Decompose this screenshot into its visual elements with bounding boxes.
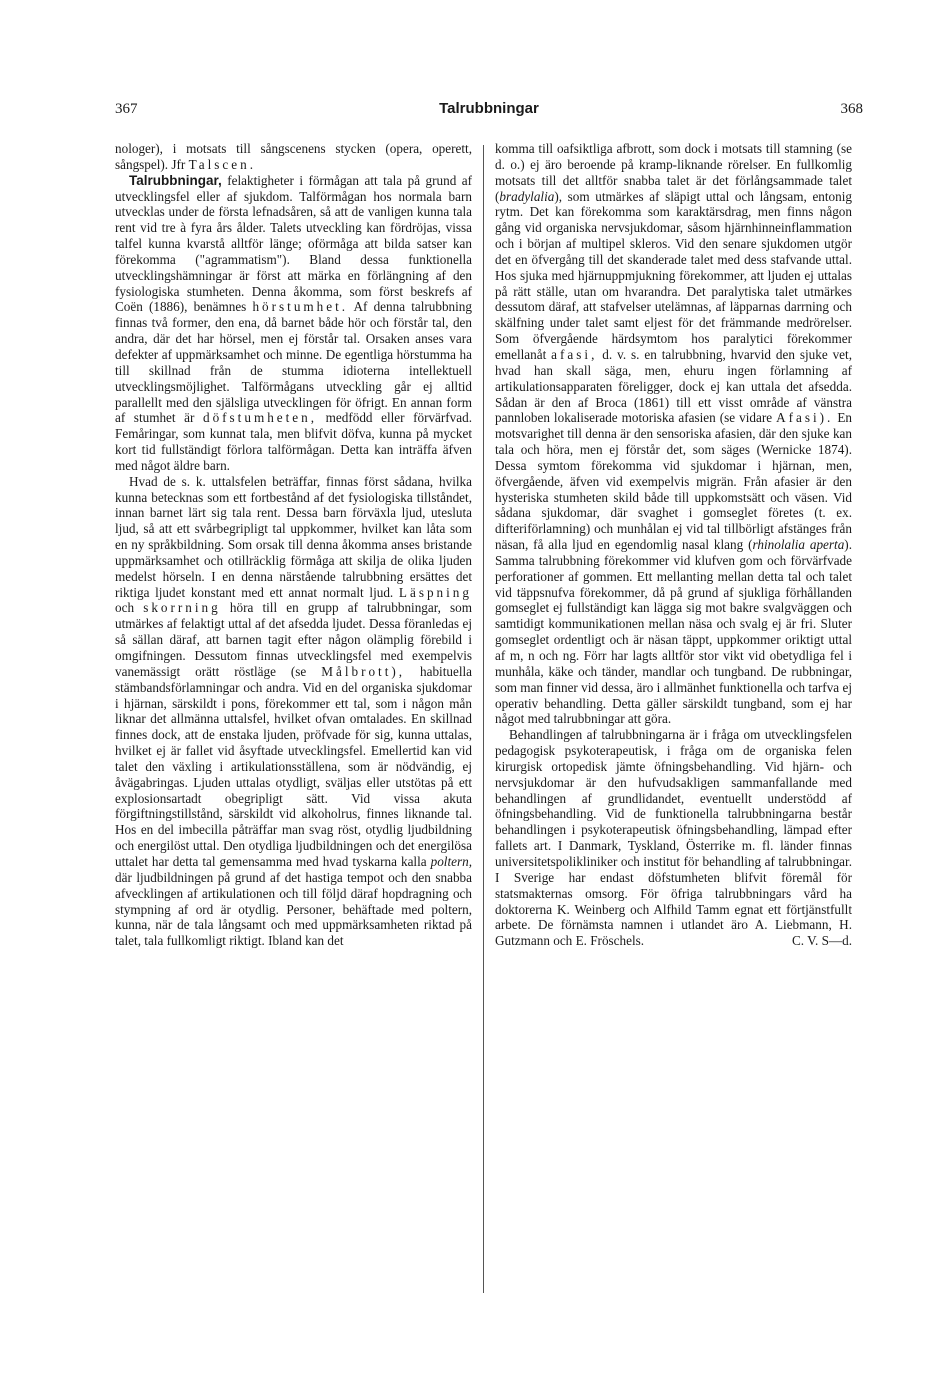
text-run: Af denna talrubbning finnas två former, den ena, då barnet både hör och förstår tal, den andra, där det har hörsel, men ej förstår tal. Orsaken anses vara defekter af uppmärksamhet och minne. De egentliga hörstumma ha till skillnad från de stumma idioterna intellektuell utvecklingsmöjlighet. Talförmågans utveckling går ej alltid parallellt med den själsliga utvecklingen för öfrigt. En annan form af stumhet är bbox=[115, 299, 472, 426]
text-run: och bbox=[115, 600, 135, 616]
text-run: komma till oafsiktliga afbrott, som dock i motsats till stamning (se d. o.) ej äro beroende på kramp-liknande rörelser. En fullkomlig motsats till det alltför snabba talet är det förlångsammade talet ( bbox=[495, 141, 852, 204]
text-run: En motsvarighet till denna är den sensoriska afasien, där den sjuke kan tala och höra, men ej förstår det, som säges (Wernicke 1874). Dessa symtom förekomma vid sjukdomar i hjärnan, men, öfvergående, äfven vid exempelvis migrän. Från afasier är den hysteriska stumheten skild både till uppkomstsätt och väsen. Vid sådana sjukdomar, där svaghet i gomseglet företes (t. ex. difteriförlamning) och munhålan ej vid tal tillbörligt afstänges från näsan, få alla ljud en egendomlig nasal klang ( bbox=[495, 410, 853, 553]
italic-term: rhinolalia aperta bbox=[752, 537, 845, 553]
text-run: ). Samma talrubbning förekommer vid klufven gom och förvärfvade perforationer af gommen. Ett mellanting mellan detta tal och talet vid täppsnufva förekommer, då på grund af sjukliga förhållanden gomseglet ej fullständigt kan lägga sig mot bakre svalgväggen och samtidigt kommunikationen mellan näsa och svalg ej är fri. Sluter gomseglet ordentligt och är näsan täppt, uppkommer oriktigt uttal af m, n och ng. Förr har lagts alltför stor vikt vid obetydliga fel i munhåla, käke och tänder, mandlar och tungband. De rubbningar, som man finner vid dessa, äro i allmänhet funktionella och tarfva ej operativ behandling. Detta gäller särskildt tungband, som ej har något med talrubbningar att göra. bbox=[495, 537, 852, 727]
text-run: medfödd eller förvärfvad. Femåringar, som kunnat tala, men blifvit döfva, kunna på mycket kort tid fullständigt förlora talförmågan. Detta kan inträffa äfven med något äldre barn. bbox=[115, 410, 473, 473]
page-number-left: 367 bbox=[115, 101, 138, 117]
spaced-term: skorrning bbox=[143, 600, 221, 616]
paragraph bbox=[115, 474, 472, 949]
column-divider bbox=[483, 145, 484, 1293]
left-column bbox=[115, 141, 472, 949]
paragraph bbox=[115, 141, 472, 173]
author-signature: C. V. S—d. bbox=[792, 933, 852, 949]
entry-headword: Talrubbningar, bbox=[129, 172, 222, 188]
text-run: nologer), i motsats till sångscenens stycken (opera, operett, sångspel). Jfr bbox=[115, 141, 472, 172]
text-run: Hvad de s. k. uttalsfelen beträffar, finnas först sådana, hvilka kunna betecknas som ett fortbestånd af det fysiologiska tillståndet, innan barnet lärt sig tala rent. Dessa barn förväxla ljud, utesluta ljud, så att ett svårbegripligt tal uppkommer, hvilket kan låta som en ny språkbildning. Som orsak till denna åkomma anses bristande uppmärksamhet och otillräcklig förmåga att skilja de olika ljuden medelst hörseln. I en denna närstående talrubbning ersättes det riktiga ljudet konstant med ett annat normalt ljud. bbox=[115, 473, 472, 600]
spaced-term: Läspning bbox=[398, 584, 472, 600]
cross-reference: Talscen. bbox=[188, 156, 257, 172]
page-number-right: 368 bbox=[840, 101, 863, 117]
text-run: felaktigheter i förmågan att tala på grund af utvecklingsfel eller af sjukdom. Talförmågan hos normala barn utvecklas under de första lefnadsåren, så att de vanligen kunna tala rent vid tre à fyra års ålder. Talets utveckling kan fördröjas, vissa talfel kunna kvarstå alltför länge; oförmåga att bilda satser kan förekomma ("agrammatism"). Bland dessa funktionella utvecklingshämningar är först att märka en förlängning af den fysiologiska stumheten. Denna åkomma, som först beskrefs af Coën (1886), benämnes bbox=[115, 172, 473, 315]
text-run: habituella stämbandsförlamningar och andra. Vid en del organiska sjukdomar i hjärnan, särskildt i pons, förekommer ett tal, som i någon mån liknar det allmänna uttalsfel, hvilket ofvan omtalades. En skillnad finnes dock, att de enstaka ljuden, pröfvade för sig, kunna uttalas, hvilket ej är fallet vid åsyftade utvecklingsfel. Emellertid kan vid talet den växling i artikulationsställena, som är nödvändig, ej åvägabringas. Ljuden uttalas otydligt, sväljas eller utstötas på ett explosionsartadt obegripligt sätt. Vid vissa akuta förgiftningstillstånd, särskildt vid alkoholrus, finnes liknande tal. Hos en del imbecilla påträffar man svag röst, otydlig ljudbildning och energilöst uttal. Den otydliga ljudbildningen och det energilösa uttalet har detta tal gemensamma med hvad tyskarna kalla bbox=[115, 663, 473, 869]
spaced-term: döfstumheten, bbox=[202, 410, 318, 426]
right-column bbox=[495, 141, 852, 949]
paragraph bbox=[495, 727, 852, 949]
page-title: Talrubbningar bbox=[439, 100, 539, 117]
spaced-term: hörstumhet. bbox=[252, 299, 349, 315]
page-header bbox=[115, 101, 863, 123]
text-run: höra till en grupp af talrubbningar, som utmärkes af felaktigt uttal af det afsedda ljudet. Dessa föranledas ej så sällan däraf, att barnen tagit efter någon olämplig förebild i omgifningen. Dessutom finnas utvecklingsfel med exempelvis vanemässigt orätt röstläge (se bbox=[115, 600, 473, 679]
cross-reference: Afasi). bbox=[776, 410, 834, 426]
cross-reference: Målbrott), bbox=[321, 663, 406, 679]
text-run: där ljudbildningen på grund af det hastiga tempot och den snabba afvecklingen af artikulationen och till följd däraf hopdragning och stympning af ord är otydlig. Personer, behäftade med poltern, kunna, när de tala långsamt och med uppmärksamheten riktad på talet, tala fullkomligt riktigt. Ibland kan det bbox=[115, 869, 472, 949]
italic-term: bradylalia bbox=[499, 188, 555, 204]
text-run: ), som utmärkes af släpigt uttal och långsam, entonig rytm. Det kan förekomma som karaktärsdrag, men finns någon gång vid organiska nervsjukdomar, såsom hjärnhinneinflammation och i början af multipel skleros. Vid den senare sjukdomen utgör det en öfvergång till det skanderade talet med dess stafvande uttal. Hos sjuka med hjärnuppmjukning förekommer, att ljuden ej uttalas på rätt ställe, utan om hvarandra. Det paralytiska talet utmärkes dessutom däraf, att stafvelser utelämnas, af läpparnas darrning och skälfning under talet samt eljest för det främmande medrörelser. Som öfvergående härdsymtom hos paralytici förekommer emellanåt bbox=[495, 188, 852, 362]
text-run: Behandlingen af talrubbningarna är i fråga om utvecklingsfelen pedagogisk psykoterapeutisk, i fråga om de organiska felen kirurgisk ortopedisk jämte öfningsbehandling. Vid hjärn- och nervsjukdomar är den hufvudsakligen sammanfallande med behandlingen af grundlidandet, eventuellt understödd af öfningsbehandling. Vid de funktionella talrubbningarna består behandlingen i psykoterapeutisk öfningsbehandling, lämpad efter fallets art. I Danmark, Tyskland, Österrike m. fl. länder finnas universitetspolikliniker och institut för behandling af talrubbningar. I Sverige har endast döfstumheten blifvit föremål för statsmakternas omsorg. För öfriga talrubbningars vård ha doktorerna K. Weinberg och Alfhild Tamm egnat ett förtjänstfullt arbete. De förnämsta namnen i utlandet äro A. Liebmann, H. Gutzmann och E. Fröschels. bbox=[495, 727, 852, 949]
entry-paragraph bbox=[115, 173, 472, 474]
italic-term: poltern, bbox=[430, 853, 472, 869]
text-run: d. v. s. en talrubbning, hvarvid den sjuke vet, hvad han skall säga, men, ehuru ingen förlamning af artikulationsapparaten föreligger, dock ej kan uttala det afsedda. Sådan är den af Broca (1861) till ett visst område af vänstra pannloben lokaliserade motoriska afasien (se vidare bbox=[495, 346, 852, 426]
paragraph bbox=[495, 141, 852, 727]
spaced-term: afasi, bbox=[551, 346, 598, 362]
